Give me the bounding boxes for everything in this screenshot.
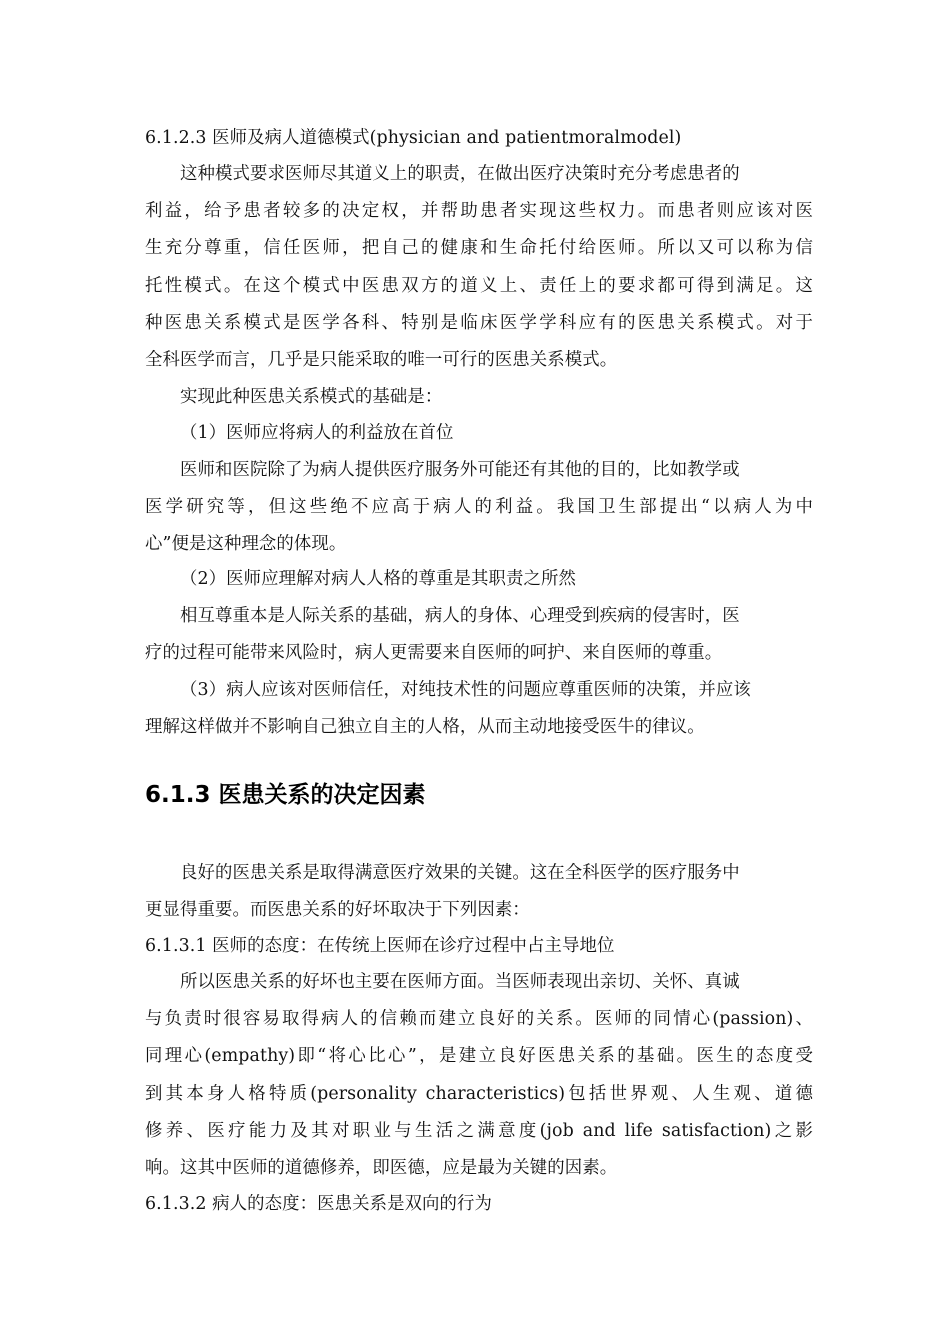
paragraph-line: 生充分尊重，信任医师，把自己的健康和生命托付给医师。所以又可以称为信 (145, 238, 813, 258)
paragraph-line: 全科医学而言，几乎是只能采取的唯一可行的医患关系模式。 (145, 350, 618, 370)
paragraph-line: 相互尊重本是人际关系的基础，病人的身体、心理受到疾病的侵害时，医 (180, 606, 740, 626)
paragraph-line: 修养、医疗能力及其对职业与生活之满意度(job and life satisfaction)之影 (145, 1121, 813, 1141)
paragraph-line: 心”便是这种理念的体现。 (145, 534, 347, 554)
paragraph-line: 疗的过程可能带来风险时，病人更需要来自医师的呵护、来自医师的尊重。 (145, 643, 723, 663)
paragraph-line: 这种模式要求医师尽其道义上的职责，在做出医疗决策时充分考虑患者的 (180, 164, 740, 184)
item-3-line: （3）病人应该对医师信任，对纯技术性的问题应尊重医师的决策，并应该 (180, 680, 751, 700)
subsection-title-6-1-3-1: 6.1.3.1 医师的态度：在传统上医师在诊疗过程中占主导地位 (145, 936, 615, 956)
paragraph-line: 良好的医患关系是取得满意医疗效果的关键。这在全科医学的医疗服务中 (180, 863, 740, 883)
paragraph-line: 医师和医院除了为病人提供医疗服务外可能还有其他的目的，比如教学或 (180, 460, 740, 480)
paragraph-line: 种医患关系模式是医学各科、特别是临床医学学科应有的医患关系模式。对于 (145, 313, 813, 333)
paragraph-line: 到其本身人格特质(personality characteristics)包括世界观、人生观、道德 (145, 1084, 813, 1104)
subsection-title-6-1-3-2: 6.1.3.2 病人的态度：医患关系是双向的行为 (145, 1194, 493, 1214)
section-heading-6-1-3: 6.1.3 医患关系的决定因素 (145, 782, 426, 808)
paragraph-line: 同理心(empathy)即“将心比心”，是建立良好医患关系的基础。医生的态度受 (145, 1046, 813, 1066)
paragraph-line: 响。这其中医师的道德修养，即医德，应是最为关键的因素。 (145, 1158, 618, 1178)
item-1-title: （1）医师应将病人的利益放在首位 (180, 423, 454, 443)
subsection-title-6-1-2-3: 6.1.2.3 医师及病人道德模式(physician and patientmoralmodel) (145, 128, 682, 148)
basis-intro: 实现此种医患关系模式的基础是： (180, 387, 443, 407)
paragraph-line: 托性模式。在这个模式中医患双方的道义上、责任上的要求都可得到满足。这 (145, 276, 813, 296)
paragraph-line: 医学研究等，但这些绝不应高于病人的利益。我国卫生部提出“以病人为中 (145, 497, 813, 517)
paragraph-line: 理解这样做并不影响自己独立自主的人格，从而主动地接受医牛的律议。 (145, 717, 705, 737)
item-2-title: （2）医师应理解对病人人格的尊重是其职责之所然 (180, 569, 576, 589)
paragraph-line: 利益，给予患者较多的决定权，并帮助患者实现这些权力。而患者则应该对医 (145, 201, 813, 221)
paragraph-line: 所以医患关系的好坏也主要在医师方面。当医师表现出亲切、关怀、真诚 (180, 972, 740, 992)
paragraph-line: 更显得重要。而医患关系的好坏取决于下列因素： (145, 900, 530, 920)
paragraph-line: 与负责时很容易取得病人的信赖而建立良好的关系。医师的同情心(passion)、 (145, 1009, 813, 1029)
